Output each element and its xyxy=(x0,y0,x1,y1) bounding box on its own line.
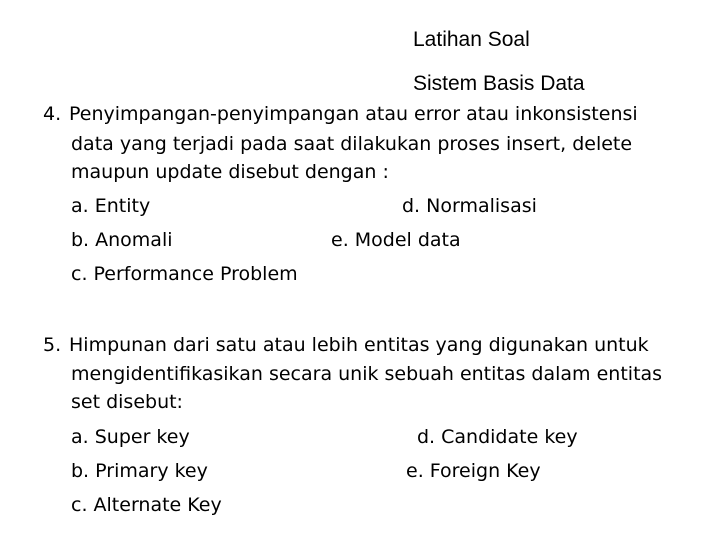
option-a: a. Entity xyxy=(71,195,151,217)
option-c: c. Alternate Key xyxy=(71,494,222,516)
question-number: 5. xyxy=(43,334,62,356)
option-b: b. Primary key xyxy=(71,460,208,482)
question-text-line: maupun update disebut dengan : xyxy=(71,161,389,183)
slide-subtitle: Sistem Basis Data xyxy=(413,72,585,95)
option-e: e. Foreign Key xyxy=(406,460,541,482)
question-number: 4. xyxy=(43,103,62,125)
question-text-line: Himpunan dari satu atau lebih entitas yang digunakan untuk xyxy=(69,334,649,356)
question-text-line: set disebut: xyxy=(71,391,183,413)
option-d: d. Candidate key xyxy=(417,426,578,448)
option-c: c. Performance Problem xyxy=(71,263,298,285)
slide-title: Latihan Soal xyxy=(413,28,530,51)
option-d: d. Normalisasi xyxy=(402,195,537,217)
question-text-line: data yang terjadi pada saat dilakukan proses insert, delete xyxy=(71,133,633,155)
question-text-line: Penyimpangan-penyimpangan atau error atau inkonsistensi xyxy=(69,103,638,125)
question-text-line: mengidentifikasikan secara unik sebuah entitas dalam entitas xyxy=(71,363,663,385)
option-a: a. Super key xyxy=(71,426,190,448)
option-b: b. Anomali xyxy=(71,229,173,251)
option-e: e. Model data xyxy=(331,229,461,251)
